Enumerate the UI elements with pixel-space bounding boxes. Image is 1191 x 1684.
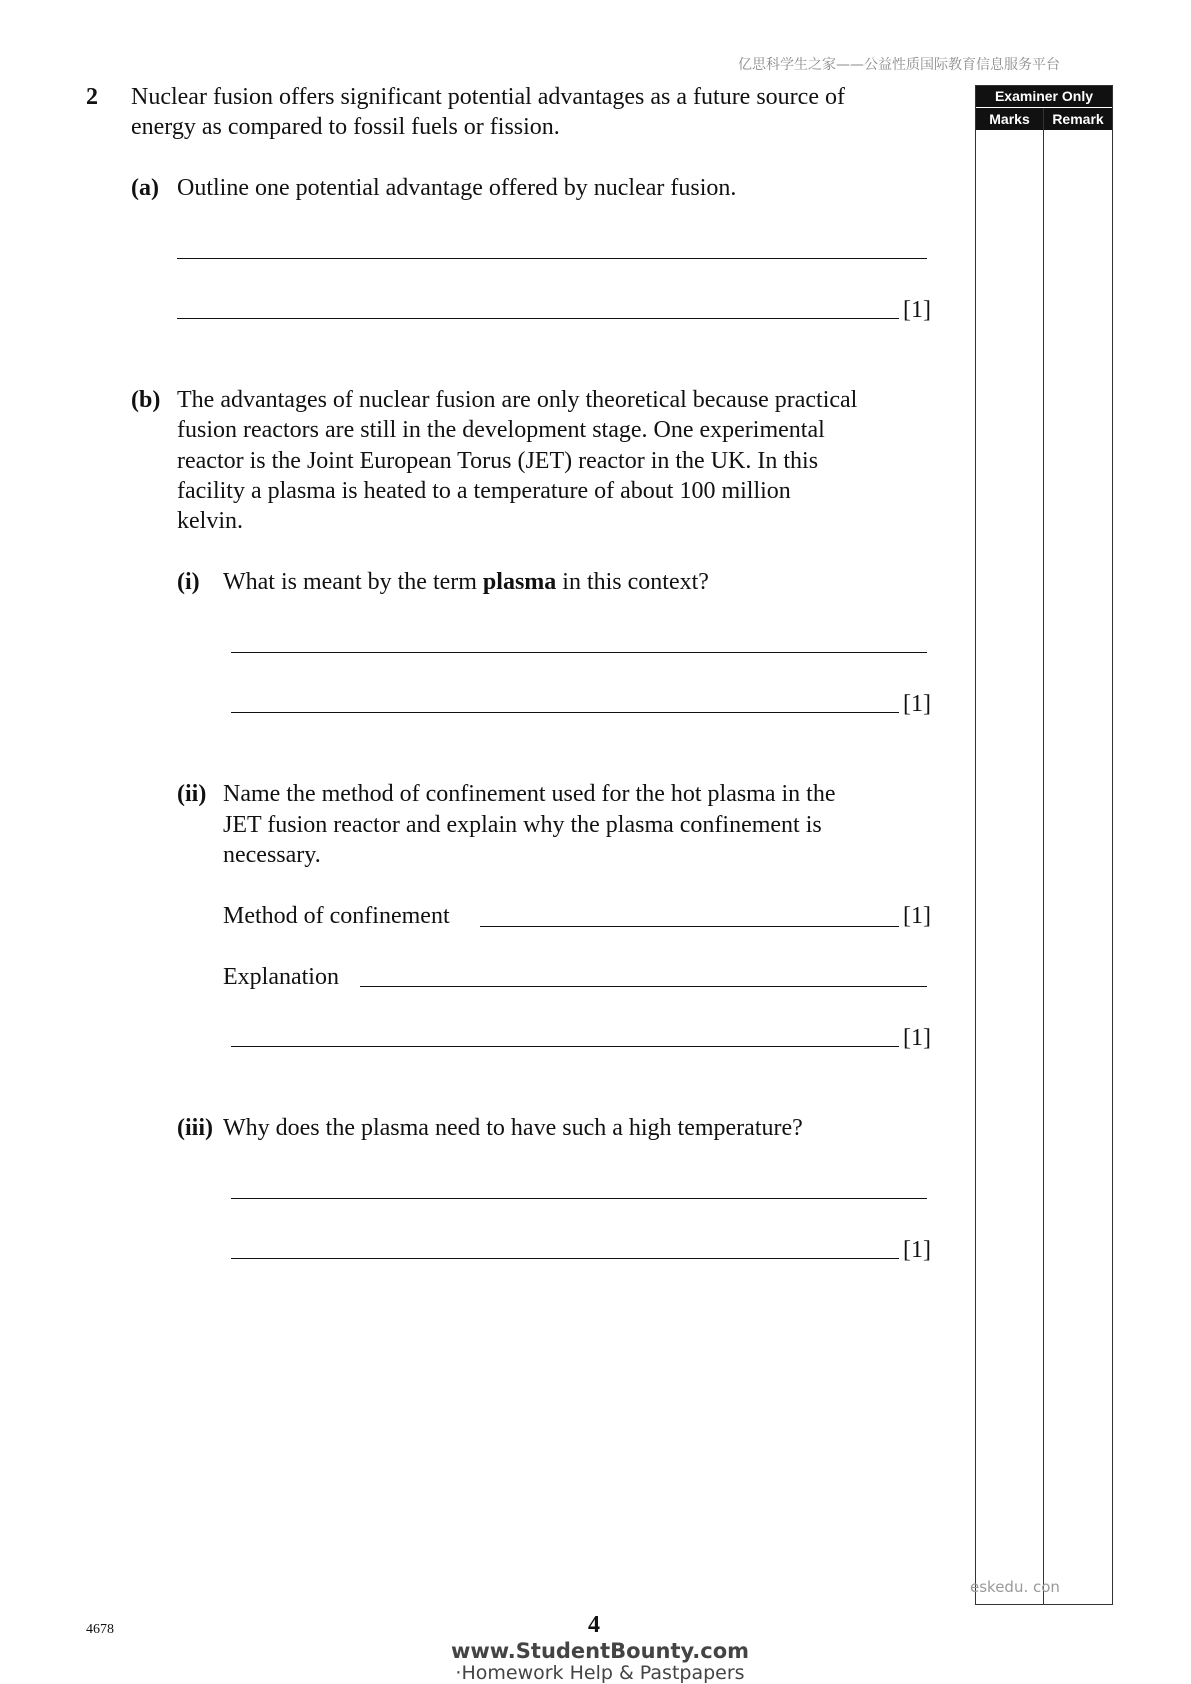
page-number: 4 [588, 1612, 600, 1638]
header-watermark: 亿思科学生之家——公益性质国际教育信息服务平台 [738, 57, 1060, 73]
question-number: 2 [86, 84, 98, 110]
part-b-line-4: facility a plasma is heated to a temperature of about 100 million [177, 478, 791, 504]
part-a-label: (a) [131, 175, 159, 201]
method-of-confinement-mark: [1] [903, 903, 931, 929]
method-of-confinement-label: Method of confinement [223, 903, 450, 929]
sub-ii-line-1: Name the method of confinement used for the hot plasma in the [223, 781, 836, 807]
sub-i-mark: [1] [903, 691, 931, 717]
sub-ii-line-2: JET fusion reactor and explain why the plasma confinement is [223, 812, 822, 838]
sub-iii-label: (iii) [177, 1115, 213, 1141]
question-intro-line-2: energy as compared to fossil fuels or fission. [131, 114, 560, 140]
question-intro-line-1: Nuclear fusion offers significant potential advantages as a future source of [131, 84, 845, 110]
sub-i-text-before: What is meant by the term [223, 569, 483, 595]
sub-i-text-after: in this context? [556, 569, 709, 595]
sub-iii-question: Why does the plasma need to have such a high temperature? [223, 1115, 803, 1141]
part-b-line-1: The advantages of nuclear fusion are only theoretical because practical [177, 387, 858, 413]
explanation-mark: [1] [903, 1025, 931, 1051]
part-a-answer-line-2[interactable] [177, 318, 899, 319]
sub-i-term-plasma: plasma [482, 569, 557, 595]
sub-i-question [223, 567, 709, 598]
explanation-label: Explanation [223, 964, 339, 990]
method-of-confinement-answer-line[interactable] [480, 926, 899, 927]
part-b-label: (b) [131, 387, 161, 413]
sub-iii-answer-line-1[interactable] [231, 1198, 927, 1199]
brand-line-2: ·Homework Help & Pastpapers [455, 1662, 745, 1684]
explanation-answer-line-1[interactable] [360, 986, 927, 987]
sub-ii-line-3: necessary. [223, 842, 321, 868]
brand-line-1: www.StudentBounty.com [450, 1639, 750, 1663]
part-b-line-2: fusion reactors are still in the development stage. One experimental [177, 417, 825, 443]
sub-iii-mark: [1] [903, 1237, 931, 1263]
remark-column-header: Remark [1044, 108, 1112, 130]
sub-i-answer-line-2[interactable] [231, 712, 899, 713]
sub-i-label: (i) [177, 569, 200, 595]
part-a-mark: [1] [903, 297, 931, 323]
marks-column-header: Marks [976, 108, 1043, 130]
paper-code: 4678 [86, 1622, 114, 1637]
sub-i-answer-line-1[interactable] [231, 652, 927, 653]
sub-ii-label: (ii) [177, 781, 207, 807]
explanation-answer-line-2[interactable] [231, 1046, 899, 1047]
part-b-line-3: reactor is the Joint European Torus (JET) reactor in the UK. In this [177, 448, 819, 474]
part-b-line-5: kelvin. [177, 508, 243, 534]
studentbounty-logo [445, 1640, 755, 1684]
part-a-answer-line-1[interactable] [177, 258, 927, 259]
examiner-only-title: Examiner Only [976, 86, 1112, 107]
examiner-only-box [975, 85, 1113, 1605]
part-a-question: Outline one potential advantage offered by nuclear fusion. [177, 175, 737, 201]
examiner-column-divider [1043, 108, 1044, 1604]
sub-iii-answer-line-2[interactable] [231, 1258, 899, 1259]
footer-watermark: eskedu. con [970, 1578, 1060, 1596]
